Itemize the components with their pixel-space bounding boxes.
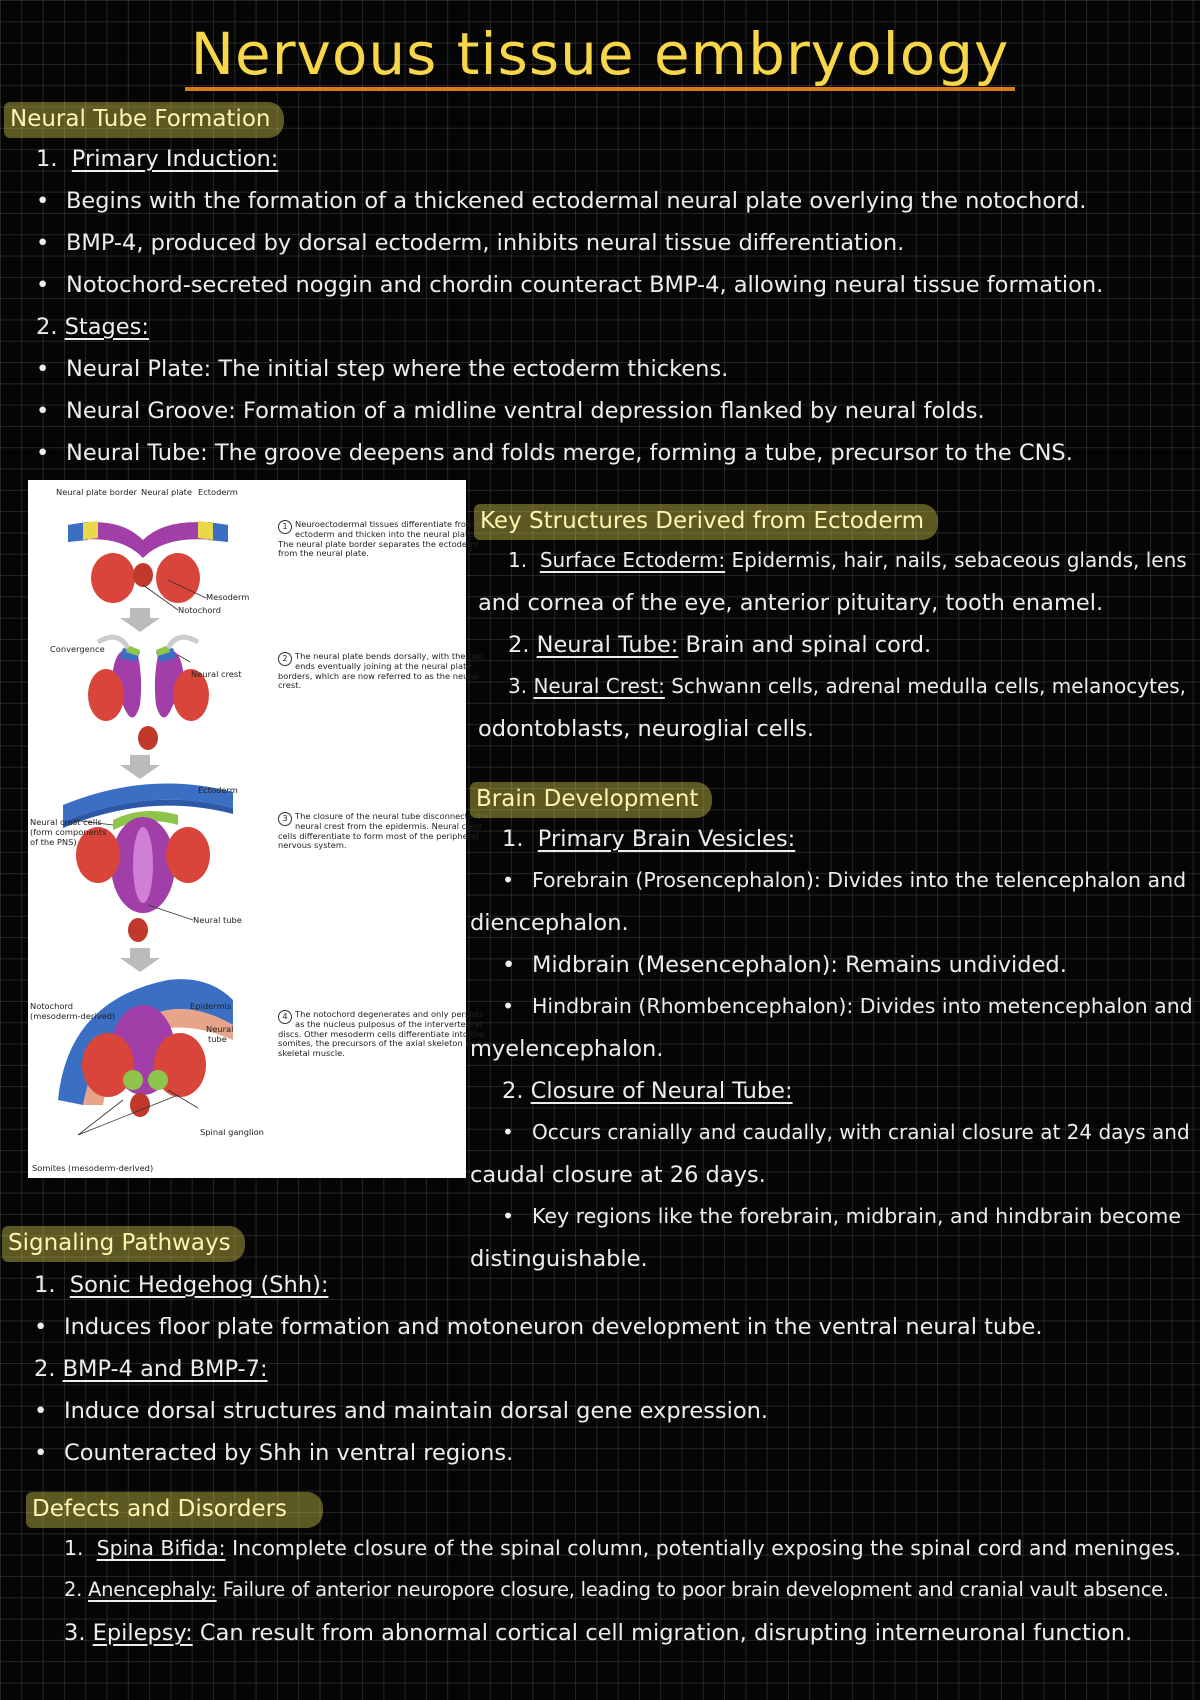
diagram-label: Neural crest xyxy=(191,669,242,679)
diagram-label: Neural plate xyxy=(141,487,193,497)
list-item: • Midbrain (Mesencephalon): Remains undivided. xyxy=(502,952,1067,978)
section-heading-brain: Brain Development xyxy=(470,782,712,818)
list-item: • Key regions like the forebrain, midbrain, and hindbrain become xyxy=(502,1204,1182,1228)
list-item: • Notochord-secreted noggin and chordin counteract BMP-4, allowing neural tissue formation. xyxy=(36,272,1104,298)
list-item-continuation: and cornea of the eye, anterior pituitary, tooth enamel. xyxy=(478,590,1104,616)
diagram-label: Somites (mesoderm-derived) xyxy=(32,1163,154,1173)
list-item: • Induce dorsal structures and maintain dorsal gene expression. xyxy=(34,1398,769,1424)
section-heading-neural-tube: Neural Tube Formation xyxy=(4,102,284,138)
list-item: 3. Neural Crest: Schwann cells, adrenal medulla cells, melanocytes, xyxy=(508,674,1187,698)
list-item: 2. Neural Tube: Brain and spinal cord. xyxy=(508,632,932,658)
list-item-continuation: odontoblasts, neuroglial cells. xyxy=(478,716,815,742)
list-item: • BMP-4, produced by dorsal ectoderm, inhibits neural tissue differentiation. xyxy=(36,230,905,256)
list-item: • Hindbrain (Rhombencephalon): Divides into metencephalon and xyxy=(502,994,1193,1018)
list-item-continuation: diencephalon. xyxy=(470,910,629,936)
diagram-label: tube xyxy=(208,1034,227,1044)
closure-heading: 2. Closure of Neural Tube: xyxy=(502,1078,793,1104)
section-heading-signaling: Signaling Pathways xyxy=(2,1226,245,1262)
list-item: 1. Surface Ectoderm: Epidermis, hair, nails, sebaceous glands, lens xyxy=(508,548,1187,572)
diagram-label: Neural plate border xyxy=(56,487,138,497)
list-item: • Counteracted by Shh in ventral regions. xyxy=(34,1440,514,1466)
diagram-step-3: 3 The closure of the neural tube disconnects the neural crest from the epidermis. Neural crest cells differentiate to form most of the peripheral nervous system. xyxy=(278,811,489,851)
diagram-label: Neural tube xyxy=(193,915,242,925)
list-item-continuation: caudal closure at 26 days. xyxy=(470,1162,766,1188)
list-item: • Induces floor plate formation and motoneuron development in the ventral neural tube. xyxy=(34,1314,1043,1340)
vesicles-heading: 1. Primary Brain Vesicles: xyxy=(502,826,796,852)
diagram-label: Neural crest cells xyxy=(30,817,102,827)
diagram-label: of the PNS) xyxy=(30,837,77,847)
diagram-step-2: 2 The neural plate bends dorsally, with the two ends eventually joining at the neural plate borders, which are now referred to as the neural crest. xyxy=(278,651,484,691)
list-item: • Occurs cranially and caudally, with cranial closure at 24 days and xyxy=(502,1120,1190,1144)
diagram-label: Notochord xyxy=(30,1001,74,1011)
list-item: • Begins with the formation of a thickened ectodermal neural plate overlying the notochord. xyxy=(36,188,1087,214)
list-item: • Neural Groove: Formation of a midline ventral depression flanked by neural folds. xyxy=(36,398,985,424)
diagram-label: Ectoderm xyxy=(198,785,238,795)
diagram-label: Ectoderm xyxy=(198,487,238,497)
list-item: 3. Epilepsy: Can result from abnormal cortical cell migration, disrupting interneuronal function. xyxy=(64,1620,1133,1646)
list-item: • Neural Tube: The groove deepens and folds merge, forming a tube, precursor to the CNS. xyxy=(36,440,1073,466)
list-item: 1. Spina Bifida: Incomplete closure of the spinal column, potentially exposing the spinal cord and meninges. xyxy=(64,1536,1182,1560)
page-title: Nervous tissue embryology xyxy=(0,20,1200,91)
diagram-step-1: 1 Neuroectodermal tissues differentiate from the ectoderm and thicken into the neural plate. The neural plate border separates the ectoderm from the neural plate. xyxy=(278,519,491,559)
diagram-label: Neural xyxy=(206,1024,234,1034)
diagram-label: Notochord xyxy=(178,605,222,615)
diagram-label: (mesoderm-derived) xyxy=(30,1011,116,1021)
list-item-continuation: myelencephalon. xyxy=(470,1036,664,1062)
list-item: • Neural Plate: The initial step where the ectoderm thickens. xyxy=(36,356,729,382)
primary-induction-heading: 1. Primary Induction: xyxy=(36,146,279,172)
stages-heading: 2. Stages: xyxy=(36,314,149,340)
diagram-label: (form components xyxy=(30,827,107,837)
list-item-continuation: distinguishable. xyxy=(470,1246,648,1272)
diagram-label: Epidermis xyxy=(190,1001,232,1011)
neural-tube-diagram xyxy=(28,480,491,1178)
diagram-label: Mesoderm xyxy=(206,592,250,602)
list-item: • Forebrain (Prosencephalon): Divides into the telencephalon and xyxy=(502,868,1187,892)
section-heading-ectoderm: Key Structures Derived from Ectoderm xyxy=(474,504,938,540)
diagram-label: Convergence xyxy=(50,644,105,654)
shh-heading: 1. Sonic Hedgehog (Shh): xyxy=(34,1272,329,1298)
diagram-step-4: 4 The notochord degenerates and only persists as the nucleus pulposus of the intervertebral discs. Other mesoderm cells differentiate into the somites, the precursors of the axial skeleton and skeletal muscle. xyxy=(278,1009,485,1059)
list-item: 2. Anencephaly: Failure of anterior neuropore closure, leading to poor brain development and cranial vault absence. xyxy=(64,1578,1169,1601)
section-heading-defects: Defects and Disorders xyxy=(26,1492,323,1528)
diagram-label: Spinal ganglion xyxy=(200,1127,264,1137)
bmp-heading: 2. BMP-4 and BMP-7: xyxy=(34,1356,268,1382)
